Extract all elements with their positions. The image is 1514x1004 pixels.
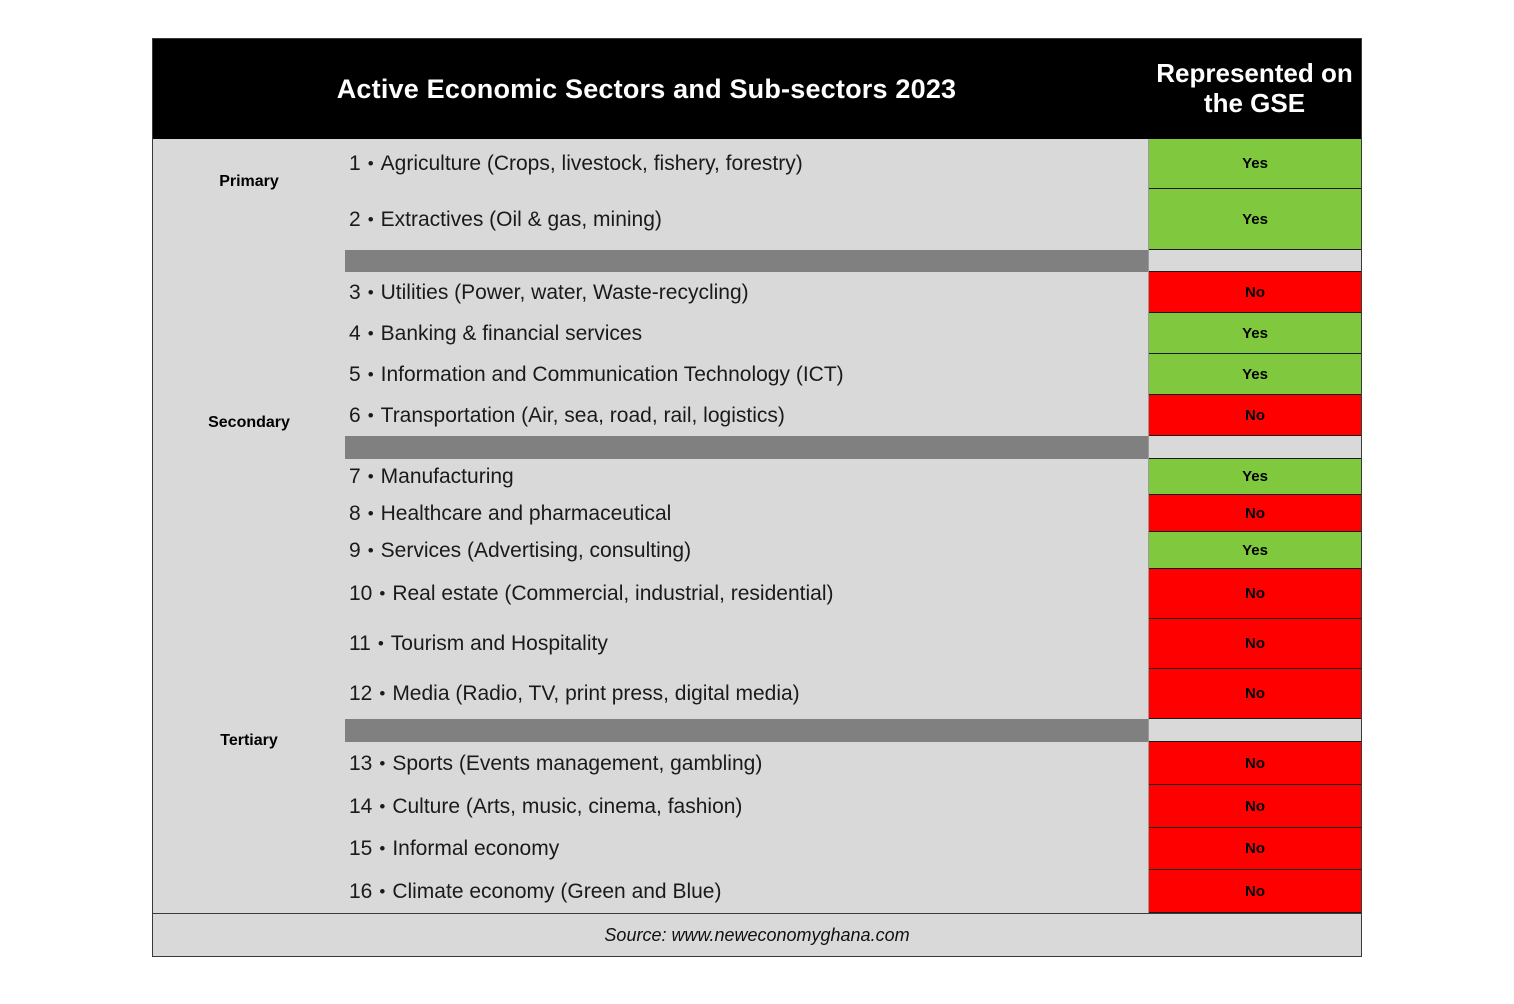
bullet-icon: • [367, 467, 374, 486]
bullet-icon: • [367, 364, 374, 384]
row-number: 15 [349, 837, 373, 860]
row-number: 1 [349, 152, 361, 175]
items-column [345, 139, 1148, 913]
gse-status-badge: Yes [1149, 139, 1361, 189]
row-number: 4 [349, 321, 361, 345]
row-number: 9 [349, 538, 361, 562]
row-number: 2 [349, 207, 361, 231]
table-row [345, 669, 1148, 719]
bullet-icon: • [377, 634, 384, 653]
bullet-icon: • [367, 282, 374, 302]
row-number: 10 [349, 582, 373, 605]
gse-status-badge: Yes [1149, 313, 1361, 354]
bullet-icon: • [379, 839, 386, 858]
table-row [345, 313, 1148, 354]
table-row [345, 785, 1148, 828]
row-number: 14 [349, 794, 373, 818]
row-number: 12 [349, 682, 373, 705]
flag-cell-empty [1149, 719, 1361, 742]
row-label: Sports (Events management, gambling) [392, 751, 763, 775]
table-header [153, 39, 1361, 139]
gse-status-badge: No [1149, 395, 1361, 436]
table-row [345, 139, 1148, 189]
bullet-icon: • [367, 154, 374, 173]
table-row [345, 619, 1148, 669]
row-label: Agriculture (Crops, livestock, fishery, forestry) [380, 152, 803, 175]
table-row [345, 272, 1148, 313]
source-note: Source: www.neweconomyghana.com [604, 924, 910, 945]
sectors-table [152, 38, 1362, 957]
table-row [345, 354, 1148, 395]
group-label-tertiary: Tertiary [220, 732, 278, 749]
bullet-icon: • [367, 209, 374, 229]
row-label: Real estate (Commercial, industrial, residential) [392, 582, 834, 605]
row-label: Extractives (Oil & gas, mining) [380, 207, 662, 231]
bullet-icon: • [379, 753, 386, 773]
bullet-icon: • [367, 405, 374, 425]
row-number: 16 [349, 879, 373, 903]
row-label: Banking & financial services [380, 321, 643, 345]
bullet-icon: • [379, 796, 386, 816]
row-number: 7 [349, 465, 361, 488]
table-row [345, 395, 1148, 436]
gse-status-badge: No [1149, 785, 1361, 828]
gse-status-badge: Yes [1149, 354, 1361, 395]
row-label: Healthcare and pharmaceutical [380, 501, 672, 525]
bullet-icon: • [379, 584, 386, 603]
row-number: 13 [349, 751, 373, 775]
row-number: 3 [349, 280, 361, 304]
group-label-primary: Primary [219, 173, 279, 190]
gse-status-badge: No [1149, 569, 1361, 619]
row-label: Informal economy [392, 837, 560, 860]
row-separator [345, 719, 1148, 742]
bullet-icon: • [379, 684, 386, 703]
gse-status-badge: No [1149, 495, 1361, 532]
bullet-icon: • [367, 323, 374, 343]
table-row [345, 495, 1148, 532]
gse-status-badge: Yes [1149, 459, 1361, 495]
table-row [345, 828, 1148, 870]
table-row [345, 532, 1148, 569]
row-number: 5 [349, 362, 361, 386]
row-number: 6 [349, 403, 361, 427]
row-label: Information and Communication Technology (ICT) [380, 362, 844, 386]
flags-column [1148, 139, 1361, 913]
bullet-icon: • [367, 540, 374, 560]
gse-status-badge: No [1149, 669, 1361, 719]
row-separator [345, 436, 1148, 459]
flag-cell-empty [1149, 436, 1361, 459]
table-header-gse: Represented on the GSE [1156, 58, 1353, 118]
gse-status-badge: No [1149, 870, 1361, 913]
gse-status-badge: No [1149, 828, 1361, 870]
row-number: 11 [349, 632, 371, 655]
row-label: Culture (Arts, music, cinema, fashion) [392, 794, 743, 818]
row-label: Utilities (Power, water, Waste-recycling) [380, 280, 749, 304]
table-title: Active Economic Sectors and Sub-sectors 2023 [336, 73, 957, 104]
row-label: Climate economy (Green and Blue) [392, 879, 722, 903]
group-label-secondary: Secondary [208, 414, 290, 431]
row-label: Tourism and Hospitality [390, 632, 608, 655]
table-row [345, 189, 1148, 250]
bullet-icon: • [367, 503, 374, 523]
gse-status-badge: No [1149, 272, 1361, 313]
row-label: Media (Radio, TV, print press, digital media) [392, 682, 800, 705]
gse-status-badge: No [1149, 619, 1361, 669]
table-body [153, 139, 1361, 913]
table-row [345, 569, 1148, 619]
gse-status-badge: Yes [1149, 189, 1361, 250]
row-label: Services (Advertising, consulting) [380, 538, 692, 562]
row-number: 8 [349, 501, 361, 525]
table-row [345, 870, 1148, 913]
row-label: Manufacturing [380, 465, 514, 488]
bullet-icon: • [379, 881, 386, 901]
row-separator [345, 250, 1148, 272]
table-row [345, 459, 1148, 495]
row-label: Transportation (Air, sea, road, rail, logistics) [380, 403, 785, 427]
gse-status-badge: Yes [1149, 532, 1361, 569]
gse-status-badge: No [1149, 742, 1361, 785]
flag-cell-empty [1149, 250, 1361, 272]
table-row [345, 742, 1148, 785]
group-column [153, 139, 345, 913]
table-footer [153, 913, 1361, 956]
